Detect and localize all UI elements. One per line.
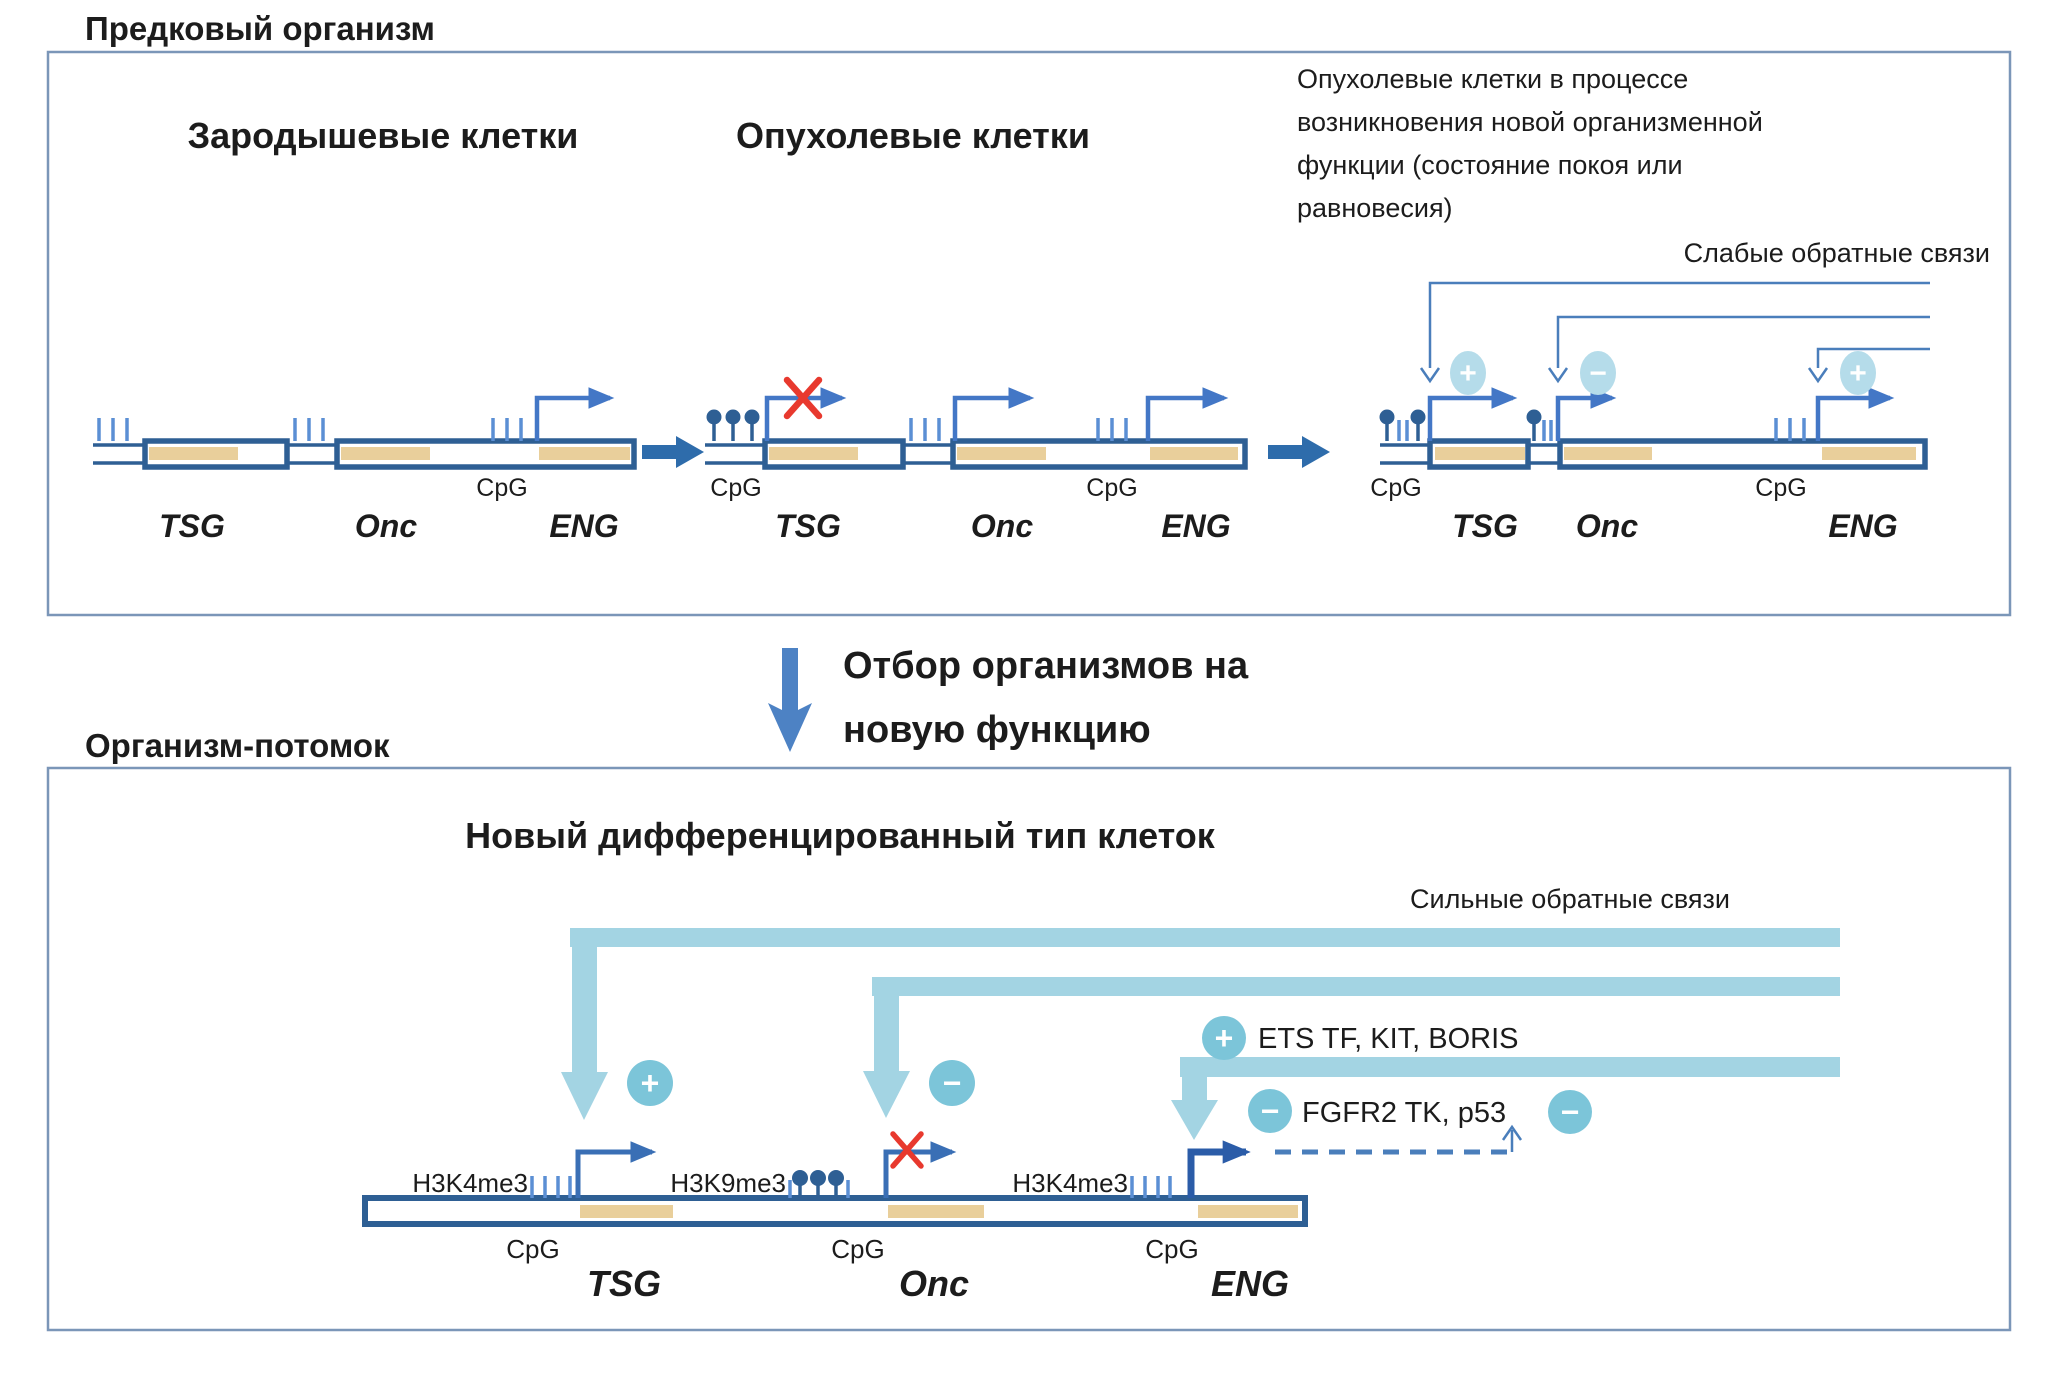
gene-label-tsg: TSG [1452, 508, 1518, 544]
unmethylated-cpg-ticks [911, 418, 1126, 441]
eng-promoter-arrow [1148, 398, 1224, 441]
h3k9me3-lollipops-onc [790, 1170, 848, 1198]
tumor-note-line-3: функции (состояние покоя или [1297, 150, 1683, 180]
tumor-note-line-1: Опухолевые клетки в процессе [1297, 64, 1689, 94]
onc-promoter-arrow [1558, 398, 1612, 441]
feedback-band-onc-leg [874, 994, 899, 1074]
ets-label: ETS TF, KIT, BORIS [1258, 1023, 1519, 1055]
tumor-note-line-2: возникновения новой организменной [1297, 107, 1763, 137]
weak-sign-tsg [1450, 351, 1486, 395]
tumor-note [1297, 64, 1763, 223]
h3k4me3-label: H3K4me3 [1012, 1168, 1128, 1198]
tumor-note-line-4: равновесия) [1297, 193, 1453, 223]
plus-sign: + [1214, 1020, 1234, 1056]
dna-segment [365, 1198, 1305, 1224]
h3k9me3-label: H3K9me3 [670, 1168, 786, 1198]
minus-sign: − [1589, 357, 1607, 390]
weak-sign-onc [1580, 351, 1616, 395]
eng-promoter-arrow [537, 398, 610, 441]
transition-arrow-1 [642, 436, 704, 468]
plus-sign: + [1459, 357, 1477, 390]
gene-label-eng: ENG [549, 508, 619, 544]
germ-cells-header: Зародышевые клетки [187, 115, 579, 156]
tsg-promoter-arrow [578, 1152, 652, 1198]
equilibrium-dna-bar [1370, 283, 1930, 544]
cpg-label: CpG [1086, 474, 1138, 502]
tumor-dna-bar [705, 380, 1245, 544]
unmethylated-cpg-ticks [99, 418, 521, 441]
gene-label-tsg: TSG [775, 508, 841, 544]
gene-label-onc: Onc [1575, 508, 1639, 544]
tsg-gene-body [769, 447, 858, 460]
minus-sign: − [942, 1065, 962, 1101]
tsg-promoter-arrow [1430, 398, 1513, 441]
gene-label-eng: ENG [1828, 508, 1898, 544]
cpg-label: CpG [710, 474, 762, 502]
eng-gene-body [1198, 1205, 1298, 1218]
down-arrowhead-icon [1809, 368, 1827, 381]
selection-arrow-group [768, 645, 1249, 752]
onc-gene-body [1564, 447, 1652, 460]
plus-sign: + [1849, 357, 1867, 390]
feedback-band-tsg-leg [572, 945, 597, 1075]
h3k4me3-ticks-eng [1132, 1176, 1170, 1198]
eng-promoter-arrow [1818, 398, 1890, 441]
minus-sign: − [1560, 1094, 1580, 1130]
gene-label-eng: ENG [1161, 508, 1231, 544]
descendant-label: Организм-потомок [85, 727, 390, 764]
cpg-label: CpG [506, 1234, 560, 1264]
germ-dna-bar [93, 398, 634, 544]
strong-feedback-label: Сильные обратные связи [1410, 884, 1730, 914]
descendant-dna-bar [365, 1127, 1521, 1304]
cpg-label: CpG [476, 474, 528, 502]
fgfr-factors [1248, 1089, 1592, 1134]
selection-text-line-2: новую функцию [843, 709, 1151, 751]
eng-gene-body [1150, 447, 1238, 460]
gene-label-onc: Onc [354, 508, 418, 544]
strong-sign-onc [929, 1060, 975, 1106]
band-arrowhead-icon [863, 1071, 910, 1118]
eng-promoter-arrow [1191, 1152, 1246, 1198]
onc-gene-body [341, 447, 430, 460]
gene-label-tsg: TSG [586, 1263, 662, 1304]
strong-feedback-bands [561, 928, 1840, 1140]
partially-methylated-cpgs [1380, 410, 1805, 442]
h3k4me3-label: H3K4me3 [412, 1168, 528, 1198]
cpg-label: CpG [1145, 1234, 1199, 1264]
selection-down-arrow-icon [768, 648, 812, 752]
cpg-label: CpG [1370, 474, 1422, 502]
weak-sign-eng [1840, 351, 1876, 395]
onc-promoter-arrow [955, 398, 1030, 441]
gene-label-tsg: TSG [159, 508, 225, 544]
fgfr-label: FGFR2 TK, p53 [1302, 1097, 1507, 1129]
ets-factors [1202, 1016, 1519, 1060]
feedback-line-onc [1558, 317, 1930, 368]
gene-label-onc: Onc [970, 508, 1034, 544]
gene-label-onc: Onc [898, 1263, 970, 1304]
gene-label-eng: ENG [1210, 1263, 1290, 1304]
band-arrowhead-icon [1171, 1100, 1218, 1140]
minus-sign: − [1260, 1093, 1280, 1129]
descendant-panel [48, 727, 2010, 1330]
ancestor-label: Предковый организм [85, 10, 435, 47]
onc-gene-body [888, 1205, 984, 1218]
weak-feedback-label: Слабые обратные связи [1683, 238, 1990, 268]
feedback-band-onc [872, 977, 1840, 996]
eng-gene-body [539, 447, 630, 460]
tumor-cells-header: Опухолевые клетки [736, 115, 1090, 156]
new-cell-type-title: Новый дифференцированный тип клеток [465, 815, 1215, 856]
band-arrowhead-icon [561, 1072, 608, 1120]
eng-gene-body [1822, 447, 1916, 460]
feedback-band-tsg [570, 928, 1840, 947]
ancestor-panel [48, 10, 2010, 615]
tsg-gene-body [149, 447, 238, 460]
transition-arrow-2 [1268, 436, 1330, 468]
selection-text-line-1: Отбор организмов на [843, 645, 1249, 687]
h3k4me3-ticks-tsg [532, 1176, 570, 1198]
feedback-band-eng-leg [1182, 1075, 1207, 1103]
methylated-cpg-lollipops [707, 410, 760, 442]
cpg-label: CpG [1755, 474, 1807, 502]
feedback-band-eng [1180, 1057, 1840, 1077]
tsg-gene-body [580, 1205, 673, 1218]
plus-sign: + [640, 1065, 660, 1101]
tsg-gene-body [1435, 447, 1525, 460]
onc-gene-body [957, 447, 1046, 460]
strong-sign-tsg [627, 1060, 673, 1106]
down-arrowhead-icon [1421, 368, 1439, 381]
cpg-label: CpG [831, 1234, 885, 1264]
down-arrowhead-icon [1549, 368, 1567, 381]
